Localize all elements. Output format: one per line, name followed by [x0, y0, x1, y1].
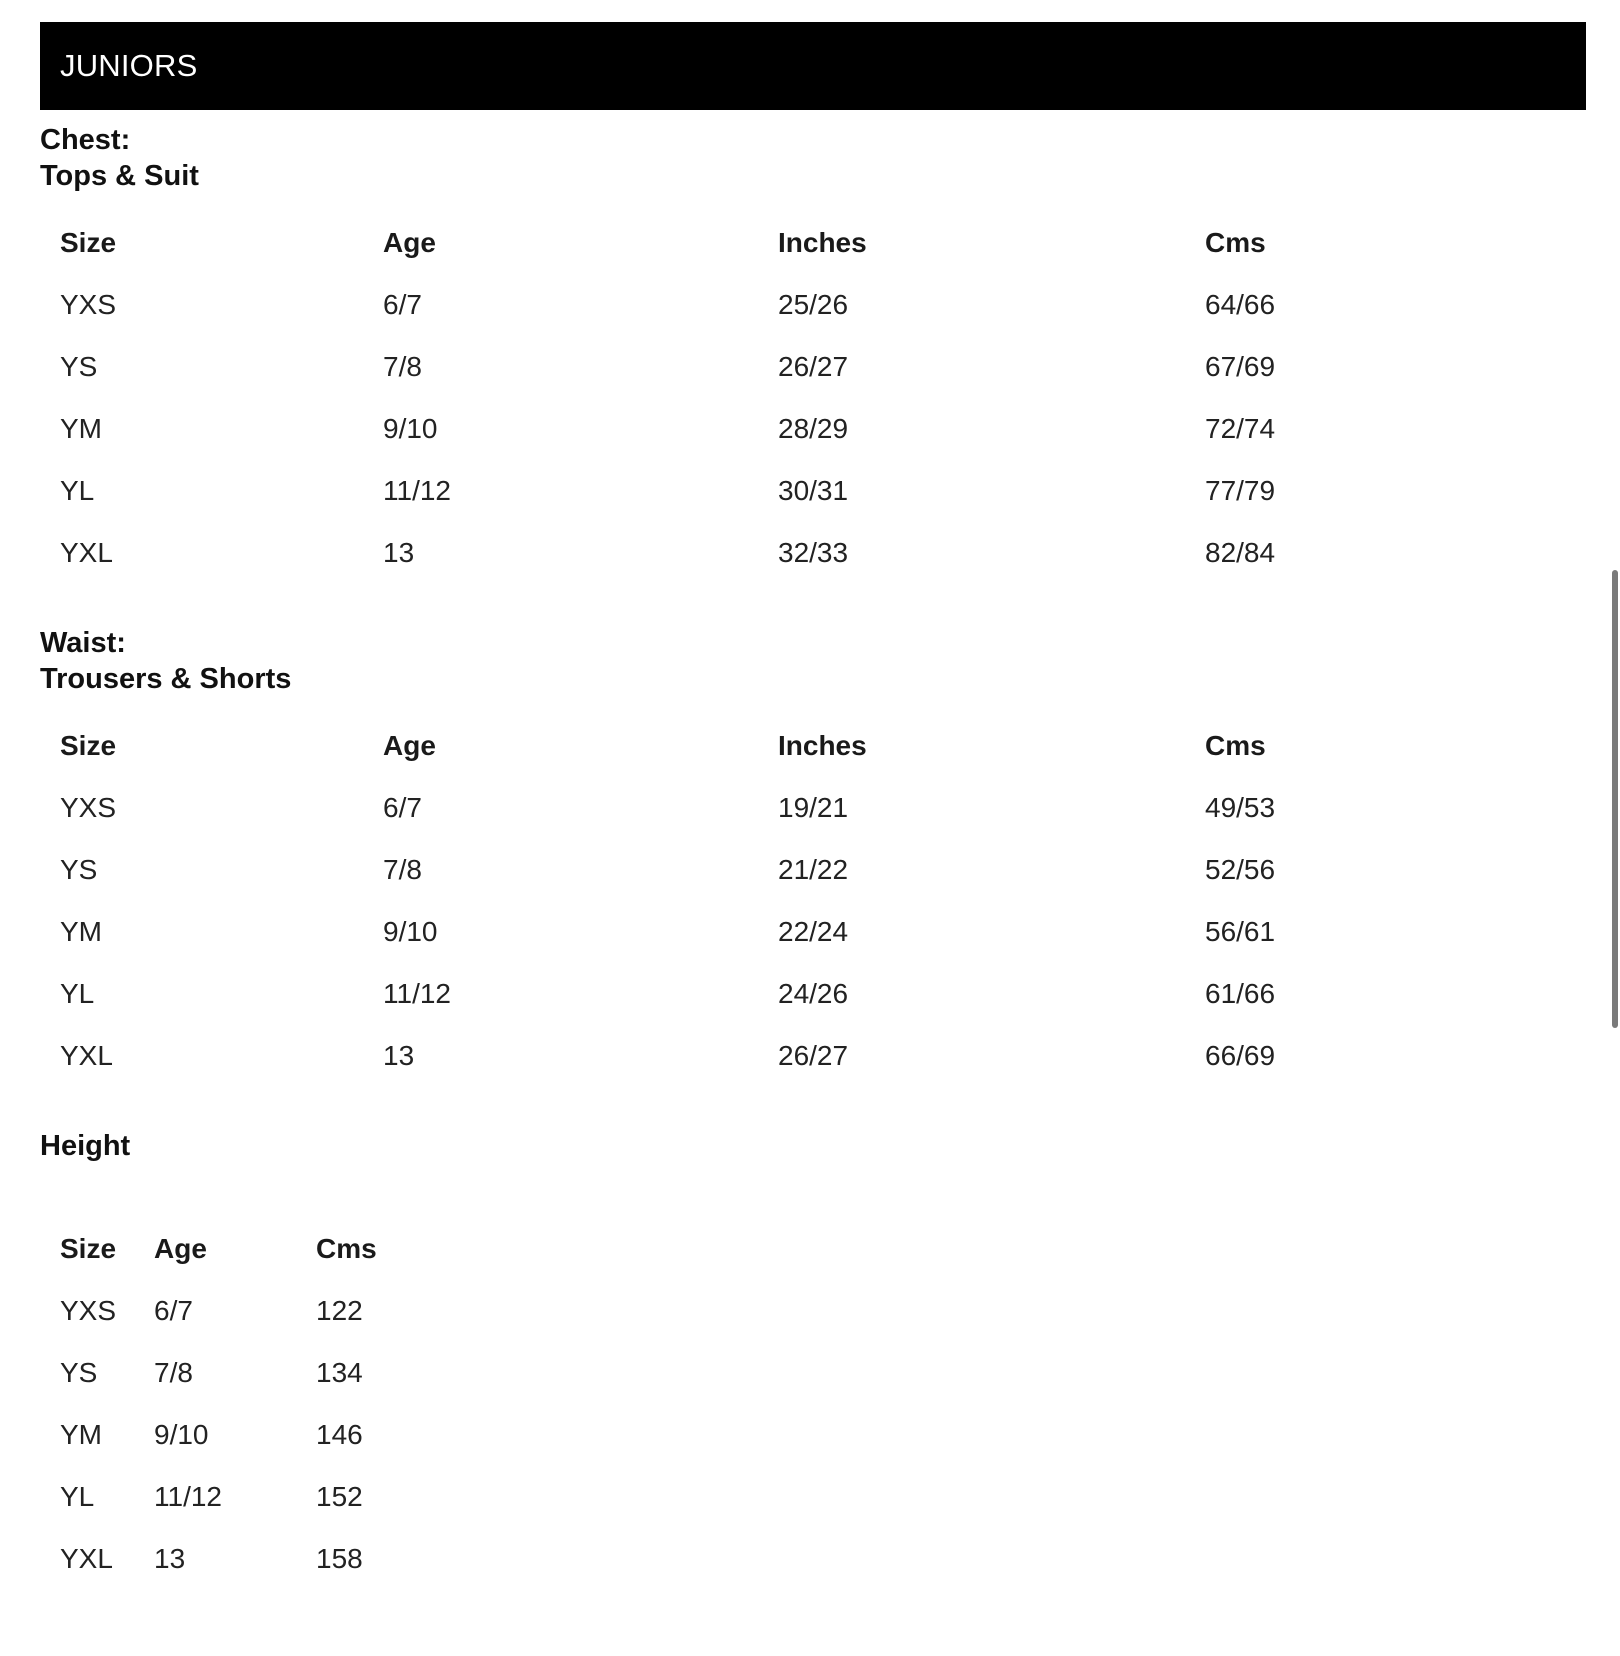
table-row: [40, 1528, 436, 1590]
table-row: [40, 1342, 436, 1404]
table-row: [40, 336, 1485, 398]
table-row: [40, 963, 1485, 1025]
cell-cms: 52/56: [1205, 854, 1276, 885]
cell-cms: 158: [316, 1543, 363, 1574]
cell-cms: 152: [316, 1481, 363, 1512]
cell-inches: 26/27: [778, 351, 849, 382]
table-row: [40, 1404, 436, 1466]
cell-age: 7/8: [383, 854, 422, 885]
cell-size: YS: [60, 1357, 98, 1388]
cell-inches: 28/29: [778, 413, 849, 444]
waist-title: Waist:: [40, 627, 126, 659]
column-header-size: Size: [60, 1233, 117, 1264]
waist-subtitle: Trousers & Shorts: [40, 663, 292, 695]
cell-inches: 22/24: [778, 916, 849, 947]
table-row: [40, 777, 1485, 839]
height-title: Height: [40, 1130, 131, 1162]
banner-title: JUNIORS: [60, 48, 198, 83]
cell-cms: 122: [316, 1295, 363, 1326]
cell-age: 6/7: [383, 792, 422, 823]
cell-age: 7/8: [154, 1357, 193, 1388]
column-header-age: Age: [154, 1233, 207, 1264]
waist-section-heading: [40, 625, 291, 697]
chest-subtitle: Tops & Suit: [40, 160, 199, 192]
cell-age: 7/8: [383, 351, 422, 382]
cell-size: YXS: [60, 289, 117, 320]
column-header-cms: Cms: [1205, 227, 1266, 258]
cell-inches: 24/26: [778, 978, 849, 1009]
juniors-banner: [40, 22, 1586, 110]
cell-age: 6/7: [383, 289, 422, 320]
cell-size: YL: [60, 475, 95, 506]
cell-size: YL: [60, 978, 95, 1009]
cell-size: YM: [60, 916, 102, 947]
cell-cms: 72/74: [1205, 413, 1276, 444]
cell-cms: 56/61: [1205, 916, 1276, 947]
cell-age: 13: [383, 1040, 415, 1071]
table-row: [40, 274, 1485, 336]
cell-inches: 32/33: [778, 537, 849, 568]
cell-inches: 25/26: [778, 289, 849, 320]
cell-age: 13: [154, 1543, 186, 1574]
cell-size: YXL: [60, 1040, 113, 1071]
cell-size: YXL: [60, 1543, 113, 1574]
column-header-age: Age: [383, 730, 436, 761]
chest-section-heading: [40, 122, 199, 194]
cell-cms: 82/84: [1205, 537, 1276, 568]
chest-size-table: [40, 212, 1485, 584]
cell-size: YM: [60, 413, 102, 444]
cell-inches: 19/21: [778, 792, 849, 823]
column-header-cms: Cms: [1205, 730, 1266, 761]
table-row: [40, 1280, 436, 1342]
cell-size: YXS: [60, 792, 117, 823]
chest-title: Chest:: [40, 124, 131, 156]
cell-size: YM: [60, 1419, 102, 1450]
cell-age: 11/12: [383, 475, 451, 506]
cell-cms: 146: [316, 1419, 363, 1450]
column-header-age: Age: [383, 227, 436, 258]
table-row: [40, 1025, 1485, 1087]
table-row: [40, 1466, 436, 1528]
cell-inches: 21/22: [778, 854, 849, 885]
height-section-heading: [40, 1128, 130, 1164]
column-header-size: Size: [60, 227, 117, 258]
vertical-scrollbar[interactable]: [1612, 570, 1618, 1028]
column-header-cms: Cms: [316, 1233, 377, 1264]
table-header-row: [40, 715, 1485, 777]
cell-cms: 64/66: [1205, 289, 1276, 320]
table-row: [40, 460, 1485, 522]
cell-age: 6/7: [154, 1295, 193, 1326]
cell-age: 9/10: [383, 413, 438, 444]
cell-cms: 66/69: [1205, 1040, 1276, 1071]
cell-cms: 134: [316, 1357, 363, 1388]
cell-size: YL: [60, 1481, 95, 1512]
cell-inches: 30/31: [778, 475, 849, 506]
cell-age: 9/10: [383, 916, 438, 947]
cell-age: 9/10: [154, 1419, 209, 1450]
cell-age: 13: [383, 537, 415, 568]
table-header-row: [40, 1218, 436, 1280]
cell-size: YXL: [60, 537, 113, 568]
column-header-size: Size: [60, 730, 117, 761]
height-size-table: [40, 1218, 436, 1590]
column-header-inches: Inches: [778, 227, 867, 258]
cell-age: 11/12: [383, 978, 451, 1009]
cell-size: YS: [60, 854, 98, 885]
table-row: [40, 398, 1485, 460]
table-header-row: [40, 212, 1485, 274]
cell-size: YS: [60, 351, 98, 382]
cell-inches: 26/27: [778, 1040, 849, 1071]
waist-size-table: [40, 715, 1485, 1087]
cell-age: 11/12: [154, 1481, 222, 1512]
table-row: [40, 522, 1485, 584]
cell-cms: 67/69: [1205, 351, 1276, 382]
cell-size: YXS: [60, 1295, 117, 1326]
table-row: [40, 901, 1485, 963]
table-row: [40, 839, 1485, 901]
cell-cms: 61/66: [1205, 978, 1276, 1009]
cell-cms: 77/79: [1205, 475, 1276, 506]
cell-cms: 49/53: [1205, 792, 1276, 823]
column-header-inches: Inches: [778, 730, 867, 761]
